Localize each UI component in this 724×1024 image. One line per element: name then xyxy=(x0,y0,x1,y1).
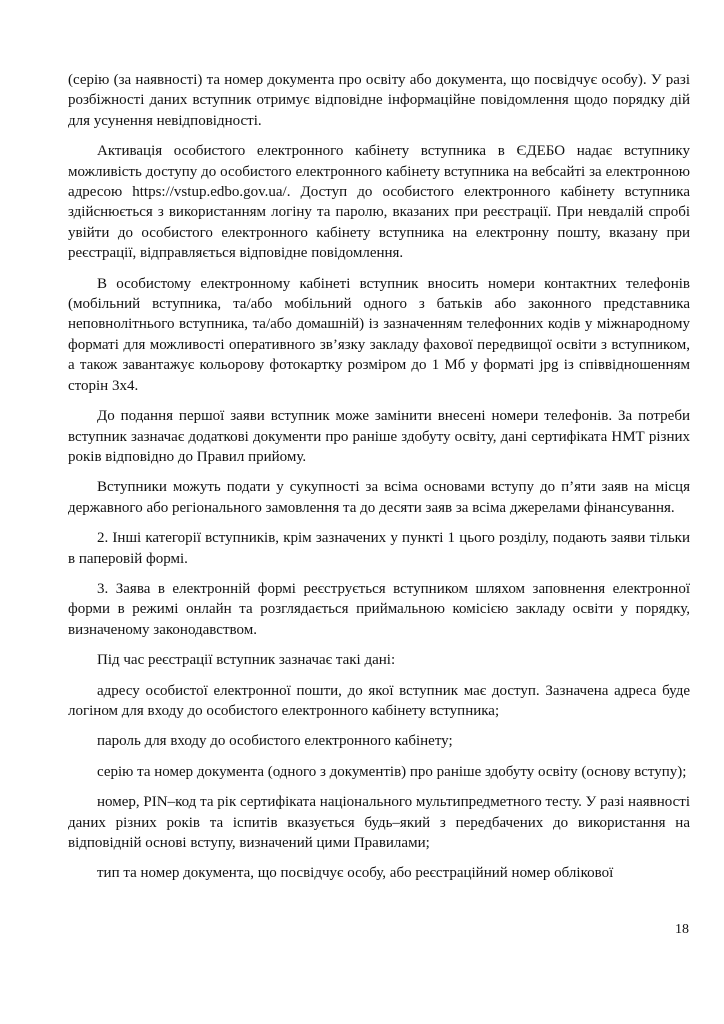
paragraph-cabinet-activation: Активація особистого електронного кабінету вступника в ЄДЕБО надає вступнику можливість доступу до особистого електронного кабінету вступника на вебсайті за електронною адресою https://vstup.edbo.gov.ua/. Доступ до особистого електронного кабінету вступника здійснюється з використанням логіну та паролю, вказаних при реєстрації. При невдалій спробі увійти до особистого електронного кабінету вступника на електронну пошту, вказану при реєстрації, відправляється відповідне повідомлення. xyxy=(68,143,690,262)
paragraph-item-3-electronic-application: 3. Заява в електронній формі реєструється вступником шляхом заповнення електронної форми в режимі онлайн та розглядається приймальною комісією закладу освіти у порядку, визначеному законодавством. xyxy=(68,580,690,638)
page-number: 18 xyxy=(675,922,689,937)
document-body xyxy=(68,70,690,894)
paragraph-email-address: адресу особистої електронної пошти, до якої вступник має доступ. Зазначена адреса буде логіном для входу до особистого електронного кабінету вступника; xyxy=(68,682,690,719)
paragraph-password: пароль для входу до особистого електронного кабінету; xyxy=(97,733,453,750)
paragraph-phone-replacement: До подання першої заяви вступник може замінити внесені номери телефонів. За потреби вступник зазначає додаткові документи про раніше здобуту освіту, дані сертифіката НМТ різних років відповідно до Правил прийому. xyxy=(68,408,690,465)
paragraph-identity-document: тип та номер документа, що посвідчує особу, або реєстраційний номер облікової xyxy=(97,865,614,882)
paragraph-registration-data-intro: Під час реєстрації вступник зазначає такі дані: xyxy=(97,652,396,669)
paragraph-document-series-continuation: (серію (за наявності) та номер документа про освіту або документа, що посвідчує особу). У разі розбіжності даних вступник отримує відповідне інформаційне повідомлення щодо порядку дій для усунення невідповідності. xyxy=(68,72,690,129)
paragraph-contact-phones: В особистому електронному кабінеті вступник вносить номери контактних телефонів (мобільний вступника, та/або мобільний одного з батьків або законного представника неповнолітнього вступника, та/або домашній) із зазначенням телефонних кодів у міжнародному форматі для можливості оперативного зв’язку закладу фахової передвищої освіти з вступником, а також завантажує кольорову фотокартку розміром до 1 Мб у форматі jpg із співвідношенням сторін 3х4. xyxy=(68,275,690,394)
paragraph-education-document: серію та номер документа (одного з документів) про раніше здобуту освіту (основу вступу); xyxy=(97,763,687,780)
paragraph-item-2-other-categories: 2. Інші категорії вступників, крім зазначених у пункті 1 цього розділу, подають заяви тільки в паперовій формі. xyxy=(68,530,690,567)
paragraph-application-limits: Вступники можуть подати у сукупності за всіма основами вступу до п’яти заяв на місця державного або регіонального замовлення та до десяти заяв за всіма джерелами фінансування. xyxy=(68,479,690,516)
paragraph-nmt-certificate: номер, PIN–код та рік сертифіката національного мультипредметного тесту. У разі наявності даних різних років та іспитів вказується будь–який з передбачених до використання на відповідній основі вступу, визначений цими Правилами; xyxy=(68,794,690,851)
